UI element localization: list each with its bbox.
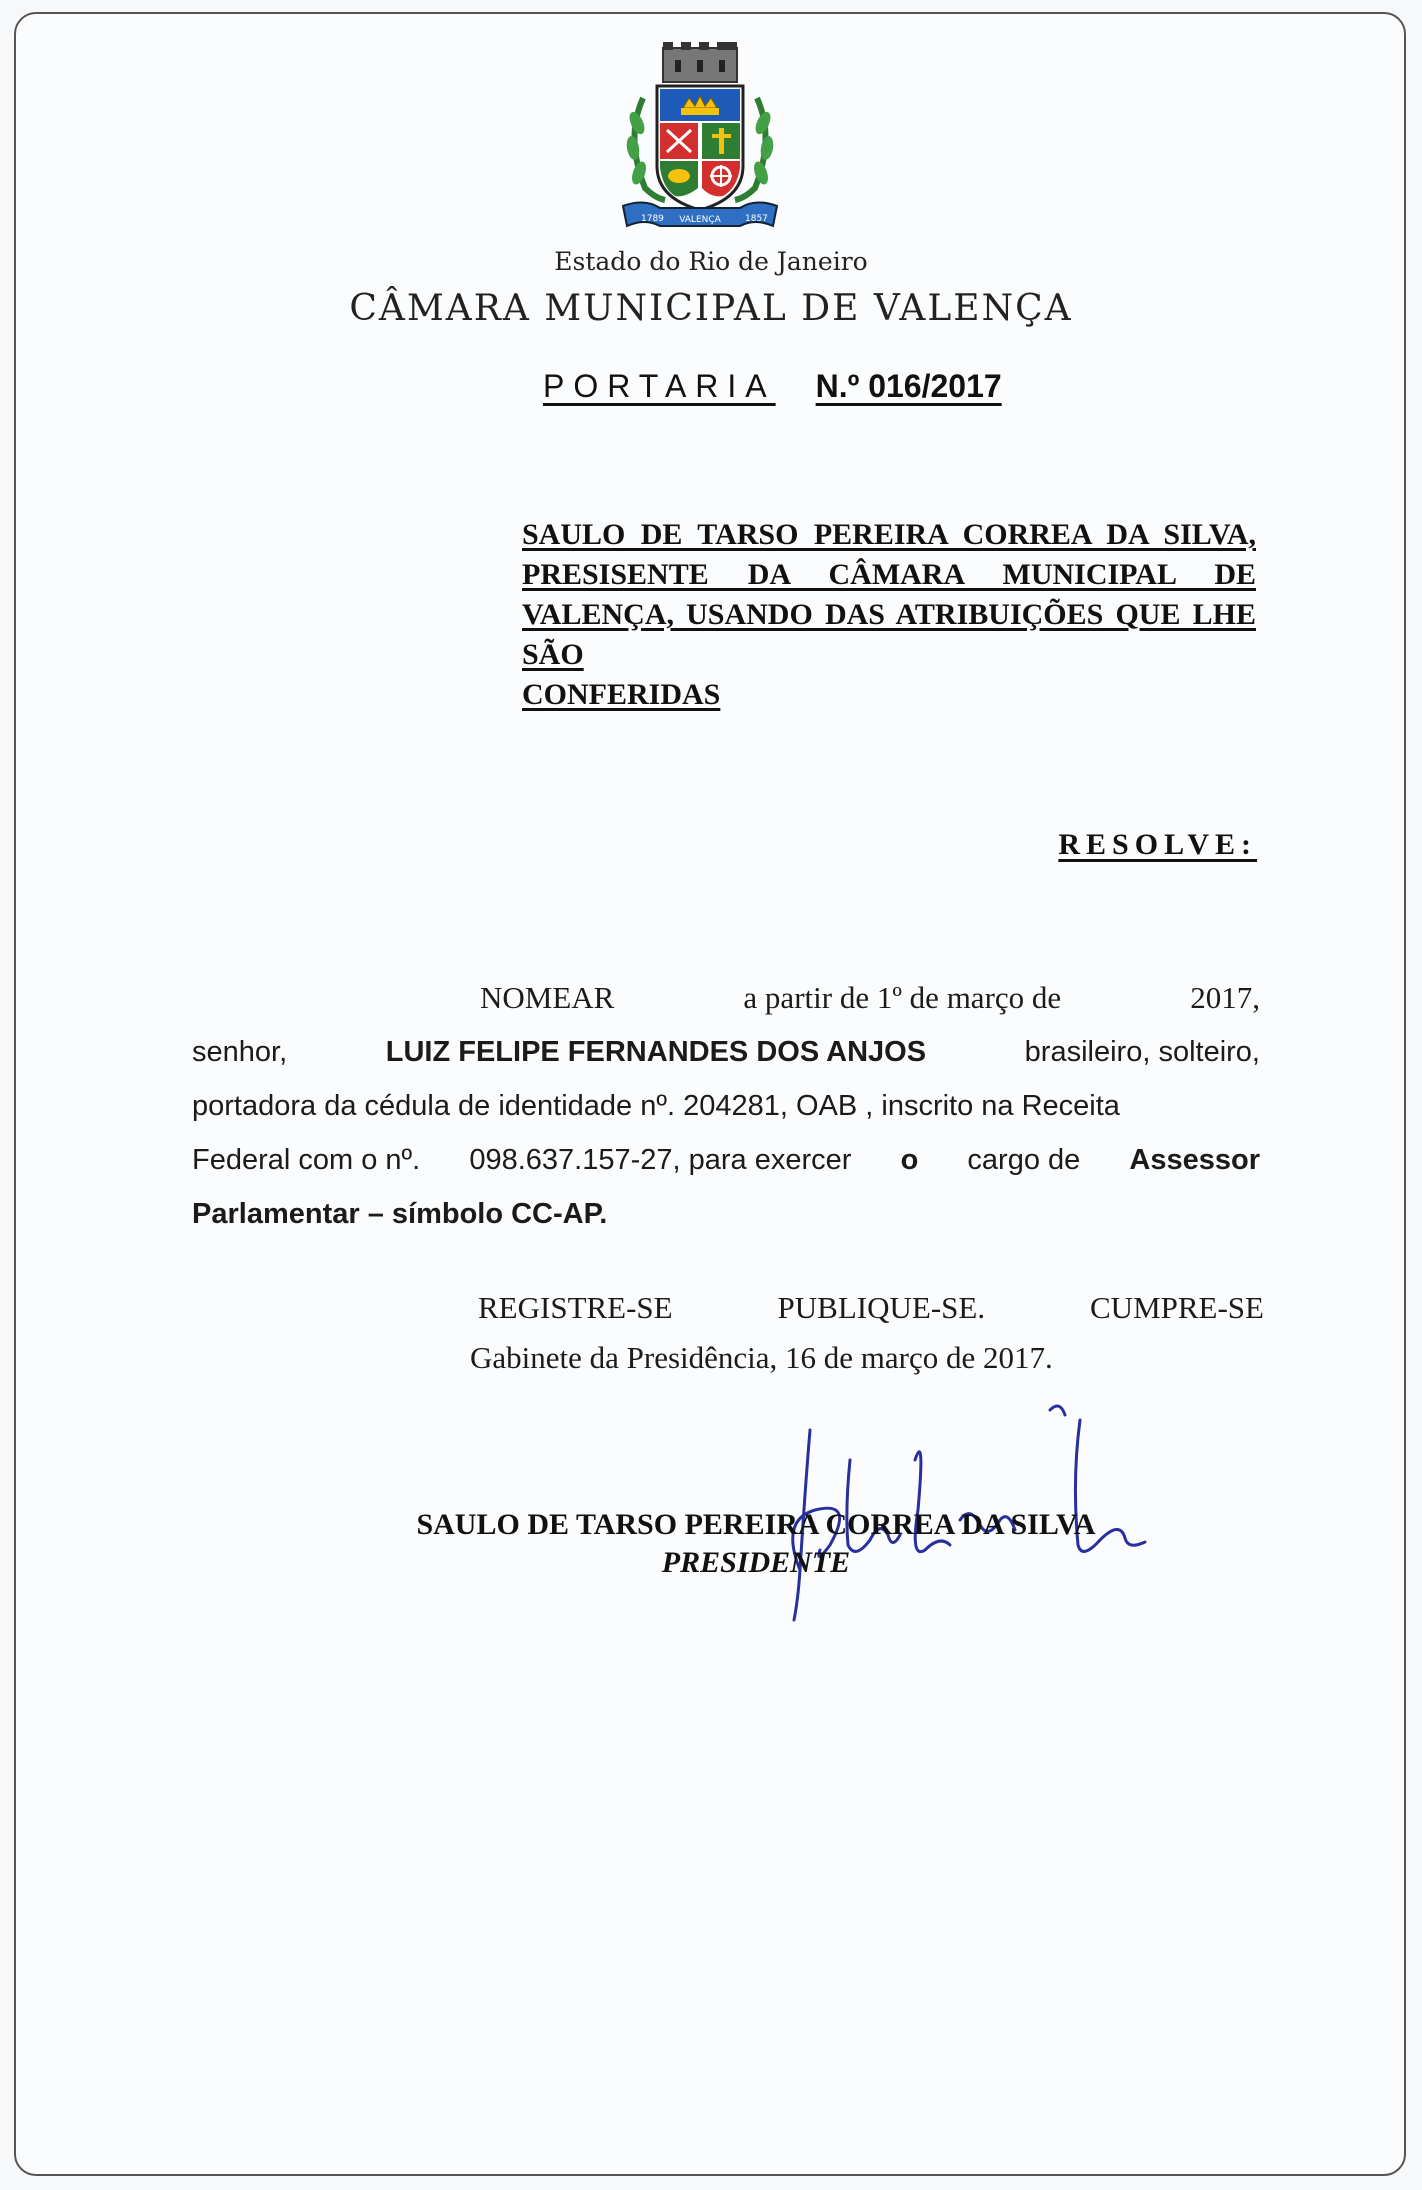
cpf-text: 098.637.157-27, para exercer xyxy=(469,1144,852,1176)
coat-of-arms-logo xyxy=(615,38,785,238)
preamble-line: MUNICIPAL DE VALENÇA, USANDO DAS xyxy=(522,558,1257,631)
preamble-line: SILVA, PRESISENTE DA CÂMARA xyxy=(522,518,1256,591)
portaria-title xyxy=(543,368,1002,405)
place-date: Gabinete da Presidência, 16 de março de 2017. xyxy=(470,1340,1053,1375)
identity-text: portadora da cédula de identidade nº. 204281, OAB , inscrito na Receita xyxy=(192,1090,1120,1122)
preamble xyxy=(522,515,1256,715)
chamber-name: CÂMARA MUNICIPAL DE VALENÇA xyxy=(349,288,1073,329)
state-name: Estado do Rio de Janeiro xyxy=(554,247,868,276)
senhor-text: senhor, xyxy=(192,1036,288,1068)
resolve-heading: RESOLVE: xyxy=(1058,828,1257,861)
position-title-start: Assessor xyxy=(1129,1144,1260,1176)
cargo-de-text: cargo de xyxy=(967,1144,1081,1176)
article-o: o xyxy=(900,1144,919,1176)
date-phrase: a partir de 1º de março de xyxy=(743,980,1062,1015)
year-text: 2017, xyxy=(1190,980,1260,1015)
handwritten-signature xyxy=(760,1370,1180,1640)
appointment-paragraph xyxy=(192,971,1260,1241)
paragraph-line-1 xyxy=(192,971,1260,1025)
paragraph-line-3 xyxy=(192,1079,1260,1133)
banner-city: VALENÇA xyxy=(679,215,721,225)
position-title-end: Parlamentar – símbolo CC-AP. xyxy=(192,1198,608,1230)
banner-year-left: 1789 xyxy=(641,214,664,224)
federal-text: Federal com o nº. xyxy=(192,1144,421,1176)
signatory-role: PRESIDENTE xyxy=(661,1546,851,1579)
preamble-line: CONFERIDAS xyxy=(522,678,721,711)
banner-year-right: 1857 xyxy=(745,214,768,224)
cumpre-text: CUMPRE-SE xyxy=(1090,1290,1264,1325)
publique-text: PUBLIQUE-SE. xyxy=(777,1290,986,1325)
signatory-name: SAULO DE TARSO PEREIRA CORREA DA SILVA xyxy=(416,1508,1096,1541)
registre-text: REGISTRE-SE xyxy=(478,1290,673,1325)
paragraph-line-4 xyxy=(192,1133,1260,1187)
appointee-name: LUIZ FELIPE FERNANDES DOS ANJOS xyxy=(385,1036,927,1068)
nomear-word: NOMEAR xyxy=(480,980,615,1015)
preamble-line: ATRIBUIÇÕES QUE LHE SÃO xyxy=(522,598,1256,671)
portaria-number: N.º 016/2017 xyxy=(815,368,1002,404)
civil-status-text: brasileiro, solteiro, xyxy=(1024,1036,1260,1068)
preamble-line: SAULO DE TARSO PEREIRA CORREA DA xyxy=(522,518,1149,551)
paragraph-line-2 xyxy=(192,1025,1260,1079)
portaria-word: PORTARIA xyxy=(543,368,776,404)
closing-formula xyxy=(478,1290,1264,1326)
